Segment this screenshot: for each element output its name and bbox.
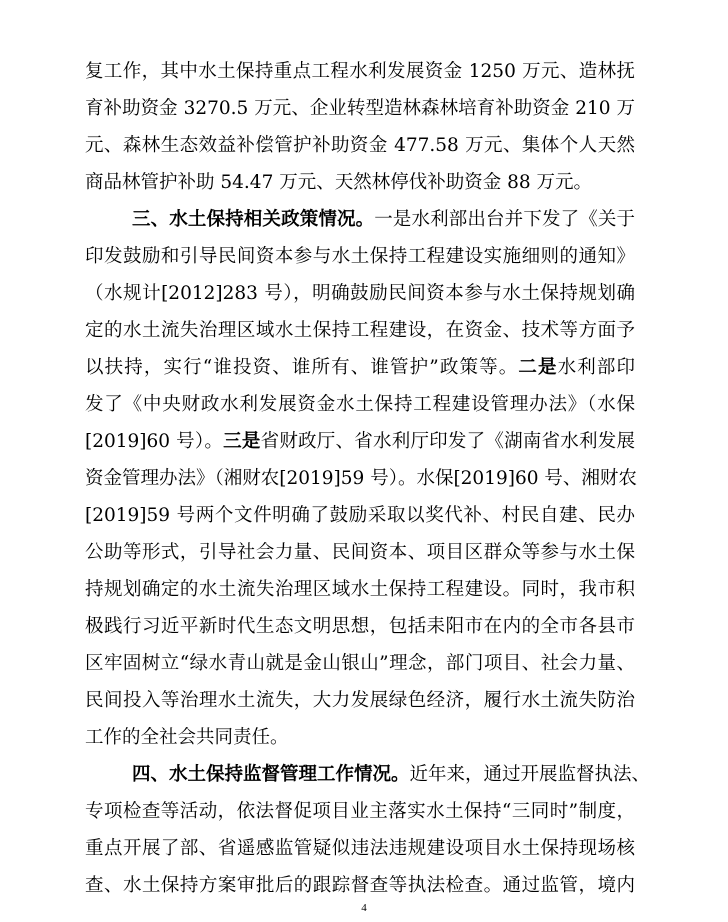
point-marker-2: 二是 — [518, 357, 558, 378]
paragraph-line: 公助等形式，引导社会力量、民间资本、项目区群众等参与水土保 — [85, 542, 635, 563]
section-4-first-line: 四、水土保持监督管理工作情况。近年来，通过开展监督执法、 — [132, 764, 651, 785]
section-3-heading: 三、水土保持相关政策情况。 — [132, 209, 375, 230]
paragraph-line: 商品林管护补助 54.47 万元、天然林停伐补助资金 88 万元。 — [85, 172, 593, 193]
paragraph-line: 发了《中央财政水利发展资金水土保持工程建设管理办法》（水保 — [85, 394, 635, 415]
paragraph-line: 工作的全社会共同责任。 — [85, 727, 289, 748]
paragraph-line: [2019]60 号）。三是省财政厅、省水利厅印发了《湖南省水利发展 — [85, 431, 635, 452]
paragraph-line: 持规划确定的水土流失治理区域水土保持工程建设。同时，我市积 — [85, 579, 635, 600]
paragraph-line: 以扶持，实行“谁投资、谁所有、谁管护”政策等。二是水利部印 — [85, 357, 635, 378]
paragraph-line: 民间投入等治理水土流失，大力发展绿色经济，履行水土流失防治 — [85, 690, 635, 711]
paragraph-line: 资金管理办法》（湘财农[2019]59 号）。水保[2019]60 号、湘财农 — [85, 468, 637, 489]
paragraph-line: 元、森林生态效益补偿管护补助资金 477.58 万元、集体个人天然 — [85, 135, 635, 156]
section-4-heading: 四、水土保持监督管理工作情况。 — [132, 764, 410, 785]
paragraph-line: 专项检查等活动，依法督促项目业主落实水土保持“三同时”制度， — [85, 801, 635, 822]
point-marker-3: 三是 — [223, 431, 261, 452]
paragraph-line: [2019]59 号两个文件明确了鼓励采取以奖代补、村民自建、民办 — [85, 505, 635, 526]
paragraph-line: 定的水土流失治理区域水土保持工程建设，在资金、技术等方面予 — [85, 320, 635, 341]
paragraph-line: 印发鼓励和引导民间资本参与水土保持工程建设实施细则的通知》 — [85, 246, 635, 267]
section-3-first-line: 三、水土保持相关政策情况。一是水利部出台并下发了《关于 — [132, 209, 635, 230]
paragraph-line: 区牢固树立“绿水青山就是金山银山”理念，部门项目、社会力量、 — [85, 653, 635, 674]
paragraph-line: （水规计[2012]283 号），明确鼓励民间资本参与水土保持规划确 — [85, 283, 635, 304]
paragraph-line: 重点开展了部、省遥感监管疑似违法违规建设项目水土保持现场核 — [85, 838, 635, 859]
page-number: 4 — [361, 902, 367, 914]
paragraph-line: 查、水土保持方案审批后的跟踪督查等执法检查。通过监管，境内 — [85, 875, 635, 896]
paragraph-line: 复工作，其中水土保持重点工程水利发展资金 1250 万元、造林抚 — [85, 61, 635, 82]
paragraph-line: 极践行习近平新时代生态文明思想，包括耒阳市在内的全市各县市 — [85, 616, 635, 637]
paragraph-line: 育补助资金 3270.5 万元、企业转型造林森林培育补助资金 210 万 — [85, 98, 635, 119]
